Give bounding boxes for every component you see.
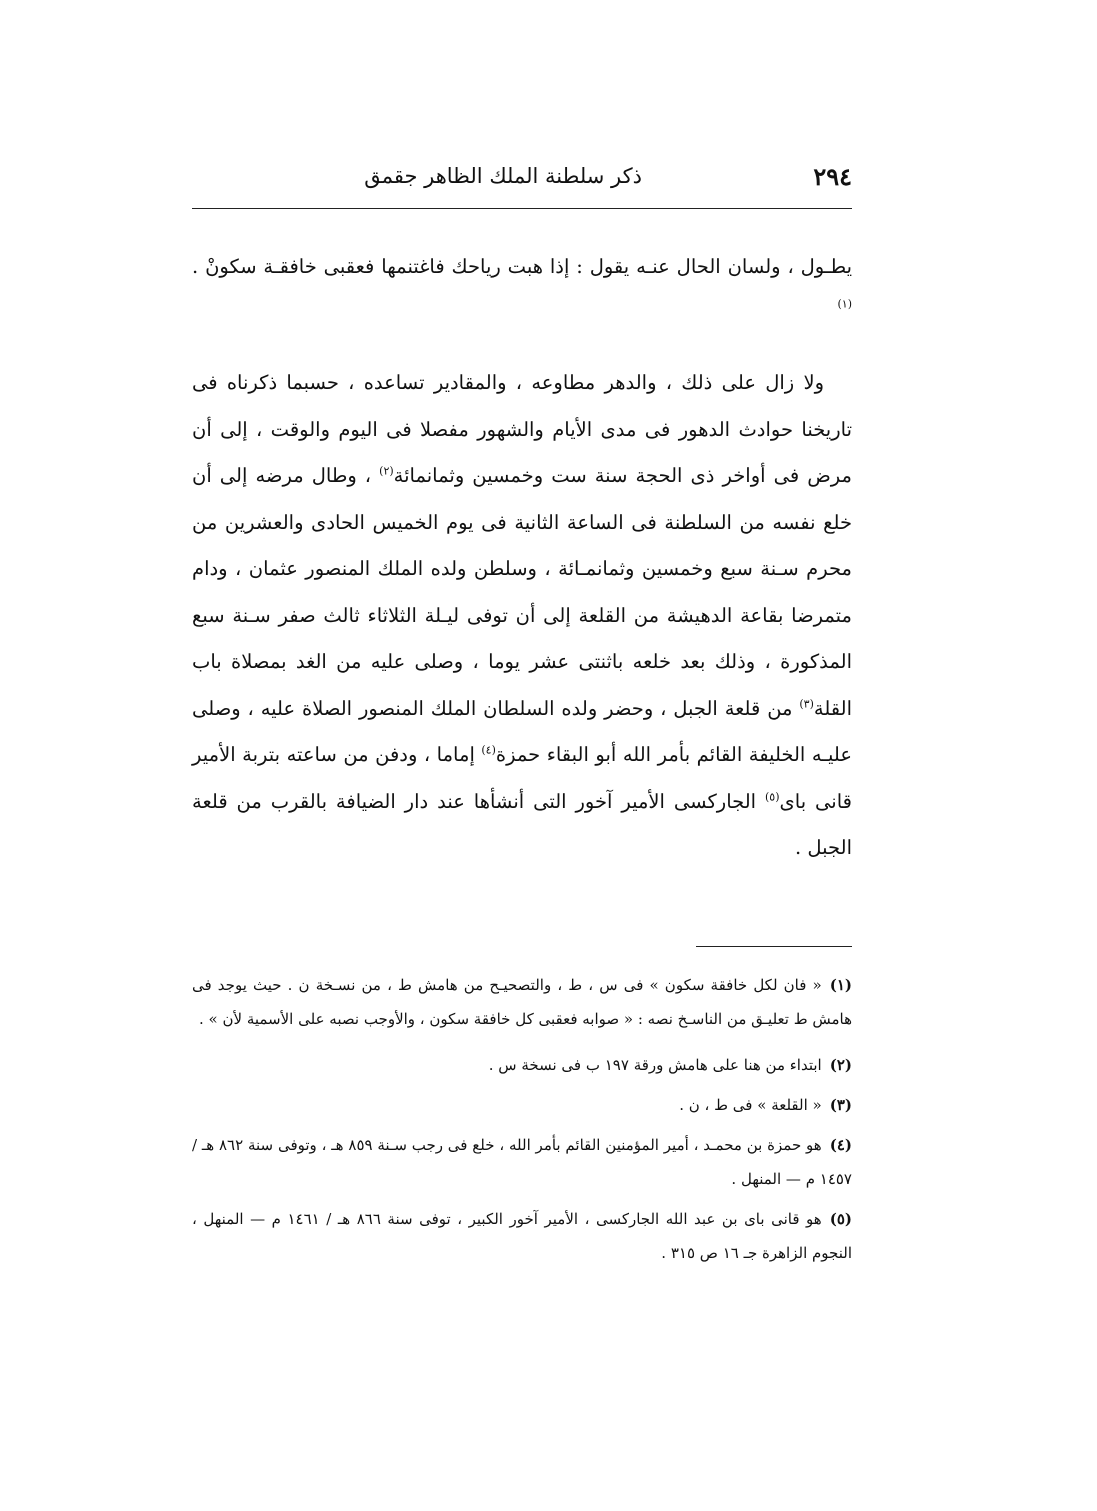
paragraph-2-segment-2: ، وطال مرضه إلى أن خلع نفسه من السلطنة فى الساعة الثانية فى يوم الخميس الحادى والعشرين من محرم سـنة سبع وخمسين وثمانمـائة ، وسلطن ولده الملك المنصور عثمان ، ودام متمرضا بقاعة الدهيشة من القلعة إلى أن توفى ليـلة الثلاثاء ثالث صفر سـنة سبع المذكورة ، وذلك بعد خلعه باثنتى عشر يوما ، وصلى عليه من الغد بمصلاة باب القلة — [192, 464, 852, 720]
page-header — [192, 158, 852, 206]
paragraph-2-segment-5: الجاركسى الأمير آخور التى أنشأها عند دار الضيافة بالقرب من قلعة الجبل . — [192, 789, 852, 859]
note-ref-1: (١) — [837, 297, 852, 311]
note-ref-2: (٢) — [379, 464, 394, 478]
footnote-4 — [192, 1128, 852, 1196]
footnote-number: (١) — [829, 976, 852, 994]
footnote-text: « فان لكل خافقة سكون » فى س ، ط ، والتصحيـح من هامش ط ، من نسـخة ن . حيث يوجد فى هامش ط تعليـق من الناسـخ نصه : « صوابه فعقبى كل خافقة سكون ، والأوجب نصبه على الأسمية لأن » . — [192, 976, 852, 1028]
header-rule — [192, 208, 852, 209]
note-ref-4: (٤) — [481, 743, 496, 757]
page-number: ٢٩٤ — [813, 162, 852, 191]
paragraph-1 — [192, 246, 852, 330]
running-title: ذكر سلطنة الملك الظاهر جقمق — [364, 164, 642, 188]
note-ref-3: (٣) — [799, 697, 814, 710]
footnote-number: (٢) — [829, 1056, 852, 1074]
note-ref-5: (٥) — [765, 790, 780, 803]
footnote-1 — [192, 968, 852, 1036]
footnote-5 — [192, 1202, 852, 1270]
footnotes — [192, 968, 852, 1276]
paragraph-2-segment-1: ولا زال على ذلك ، والدهر مطاوعه ، والمقادير تساعده ، حسبما ذكرناه فى تاريخنا حوادث الدهور فى مدى الأيام والشهور مفصلا فى اليوم والوقت ، إلى أن مرض فى أواخر ذى الحجة سنة ست وخمسين وثمانمائة — [192, 371, 852, 487]
paragraph-2 — [192, 360, 852, 872]
main-text — [192, 246, 852, 872]
footnote-number: (٤) — [829, 1136, 852, 1154]
footnote-text: ابتداء من هنا على هامش ورقة ١٩٧ ب فى نسخة س . — [488, 1056, 822, 1074]
footnote-number: (٥) — [829, 1210, 852, 1228]
footnote-text: هو حمزة بن محمـد ، أمير المؤمنين القائم بأمر الله ، خلع فى رجب سـنة ٨٥٩ هـ ، وتوفى سنة ٨٦٢ هـ / ١٤٥٧ م — المنهل . — [192, 1136, 852, 1188]
footnote-text: « القلعة » فى ط ، ن . — [679, 1096, 822, 1114]
footnote-number: (٣) — [829, 1096, 852, 1114]
footnote-3 — [192, 1088, 852, 1122]
footnote-text: هو قانى باى بن عبد الله الجاركسى ، الأمير آخور الكبير ، توفى سنة ٨٦٦ هـ / ١٤٦١ م — المنهل ، النجوم الزاهرة جـ ١٦ ص ٣١٥ . — [192, 1210, 852, 1262]
footnote-separator — [696, 946, 852, 947]
paragraph-2-segment-4: إماما ، ودفن من ساعته بتربة الأمير قانى باى — [192, 743, 852, 813]
paragraph-1-text: يطـول ، ولسان الحال عنـه يقول : إذا هبت رياحك فاغتنمها فعقبى خافقـة سكونْ . — [192, 255, 852, 278]
paragraph-2-segment-3: من قلعة الجبل ، وحضر ولده السلطان الملك المنصور الصلاة عليه ، وصلى عليـه الخليفة القائم بأمر الله أبو البقاء حمزة — [192, 696, 852, 766]
footnote-2 — [192, 1048, 852, 1082]
